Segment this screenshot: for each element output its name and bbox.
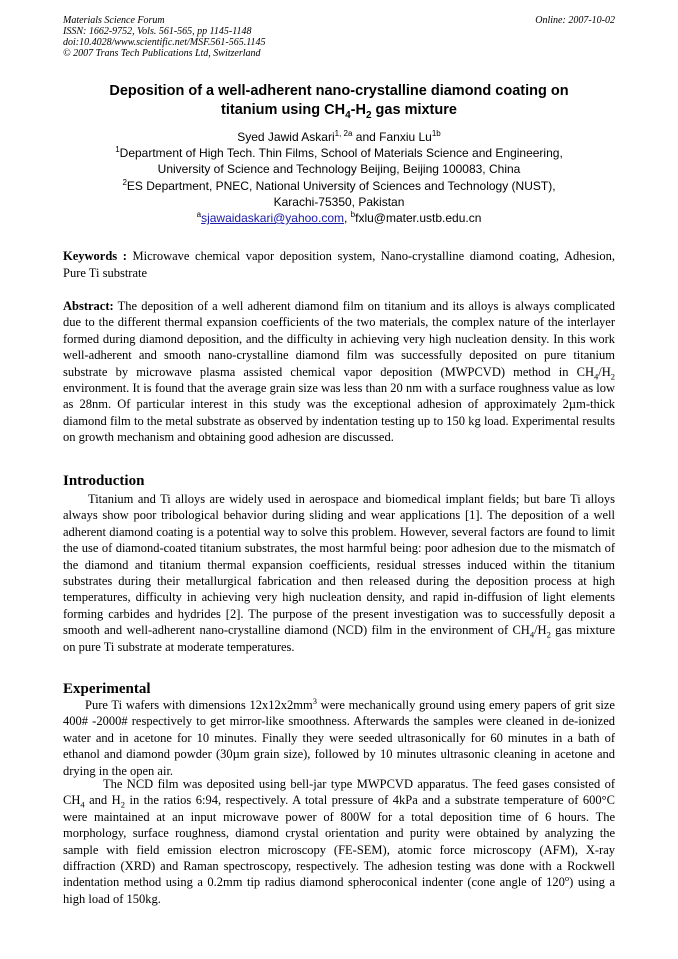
- introduction-heading: Introduction: [63, 473, 145, 489]
- paper-title: [63, 82, 615, 120]
- author-emails: $^a$sjawaidaskari@yahoo.com, $^b$fxlu@mater.ustb.edu.cn: [196, 210, 482, 226]
- doi-line: doi:10.4028/www.scientific.net/MSF.561-565.1145: [63, 37, 266, 48]
- author-1: Syed Jawid Askari: [237, 130, 335, 144]
- author-names: Syed Jawid Askari$^{1, 2a}$ and Fanxiu $Lu^{1b}$: [237, 129, 441, 144]
- keywords-text: Microwave chemical vapor deposition system, Nano-crystalline diamond coating, Adhesion, Pure Ti substrate: [63, 249, 615, 280]
- experimental-paragraph-2: The NCD film was deposited using bell-jar type MWPCVD apparatus. The feed gases consisted of $CH_4$ and $H_2$ in the ratios 6:94, respectively. A total pressure of 4kPa and a substrate temperature of 600°C were maintained at an input microwave power of 800W for a total deposition time of 6 hours. The morphology, surface roughness, diamond crystal orientation and purity were obtained by analyzing the sample with field emission electron microscopy (FE-SEM), atomic force microscopy (AFM), X-ray diffraction (XRD) and Raman spectroscopy, respectively. The adhesion testing was done with a Rockwell indentation method using a 0.2mm tip radius diamond spheroconical indenter (cone angle of 120$^o$) using a high load of 150kg.: [63, 777, 615, 906]
- title-line-1: Deposition of a well-adherent nano-crystalline diamond coating on: [109, 83, 569, 99]
- affiliation-2: $^2$ES Department, PNEC, National University of Sciences and Technology (NUST),: [122, 177, 556, 193]
- affiliation-2-cont: Karachi-75350, Pakistan: [273, 194, 405, 209]
- affiliation-1-cont: University of Science and Technology Beijing, Beijing 100083, China: [157, 162, 521, 177]
- copyright-line: © 2007 Trans Tech Publications Ltd, Switzerland: [63, 48, 261, 59]
- experimental-heading: Experimental: [63, 681, 151, 697]
- journal-name: Materials Science Forum: [63, 15, 165, 26]
- author-2: Fanxiu Lu: [379, 130, 432, 144]
- abstract: Abstract: The deposition of a well adherent diamond film on titanium and its alloys is always complicated due to the different thermal expansion coefficients of the two materials, the complex nature of the interlayer formed during diamond deposition, and the difficulty in achieving very high nucleation density. In this work well-adherent and smooth nano-crystalline diamond film was successfully deposited on pure titanium substrate by microwave plasma assisted chemical vapor deposition (MWPCVD) method in $CH_4/H_2$ environment. It is found that the average grain size was less than 20 nm with a surface roughness value as low as 28nm. Of particular interest in this study was the exceptional adhesion of approximately 2µm-thick diamond film to the metal substrate as observed by indentation testing up to 150 kg load. Experimental results on growth mechanism and obtaining good adhesion are discussed.: [63, 299, 615, 445]
- journal-header: [63, 15, 615, 59]
- experimental-paragraph-1: Pure Ti wafers with dimensions $12x12x2mm^3$ were mechanically ground using emery papers of grit size 400# -2000# respectively to get mirror-like smoothness. Afterwards the samples were cleaned in de-ionized water and in acetone for 10 minutes. Finally they were seeded ultrasonically for 60 minutes in a bath of ethanol and diamond powder (30µm grain size), followed by 10 minutes ultrasonic cleaning in acetone and drying in the open air.: [63, 695, 615, 778]
- affiliation-1: $^1$Department of High Tech. Thin Films, School of Materials Science and Engineering,: [115, 145, 563, 161]
- online-date: Online: 2007-10-02: [535, 15, 615, 26]
- title-line-2: titanium using $CH_4-H_2$ gas mixture: [221, 102, 457, 121]
- introduction-paragraph: Titanium and Ti alloys are widely used in aerospace and biomedical implant fields; but bare Ti alloys always show poor tribological behavior during sliding and wear applications [1]. The deposition of a well adherent diamond coating is a potential way to solve this problem. However, several factors are found to limit the use of diamond-coated titanium substrates, the most harmful being: poor adhesion due to the mismatch of the diamond and titanium thermal expansion coefficients, residual stresses induced within the titanium substrates during their metallurgical fabrication and then released during the deposition process at high temperatures, difficulty in achieving very high nucleation density, and rapid in-diffusion of light elements forming carbides and hydrides [2]. The purpose of the present investigation was to successfully deposit a smooth and well-adherent nano-crystalline diamond (NCD) film in the environment of $CH_4/H_2$ gas mixture on pure Ti substrate at moderate temperatures.: [63, 492, 616, 654]
- issn-line: ISSN: 1662-9752, Vols. 561-565, pp 1145-1148: [63, 26, 252, 37]
- author-block: [63, 129, 615, 226]
- keywords: [63, 248, 615, 282]
- abstract-label: Abstract:: [63, 299, 114, 313]
- keywords-label: Keywords :: [63, 249, 127, 263]
- email-b: fxlu@mater.ustb.edu.cn: [355, 211, 482, 226]
- email-link-a[interactable]: sjawaidaskari@yahoo.com: [201, 211, 344, 226]
